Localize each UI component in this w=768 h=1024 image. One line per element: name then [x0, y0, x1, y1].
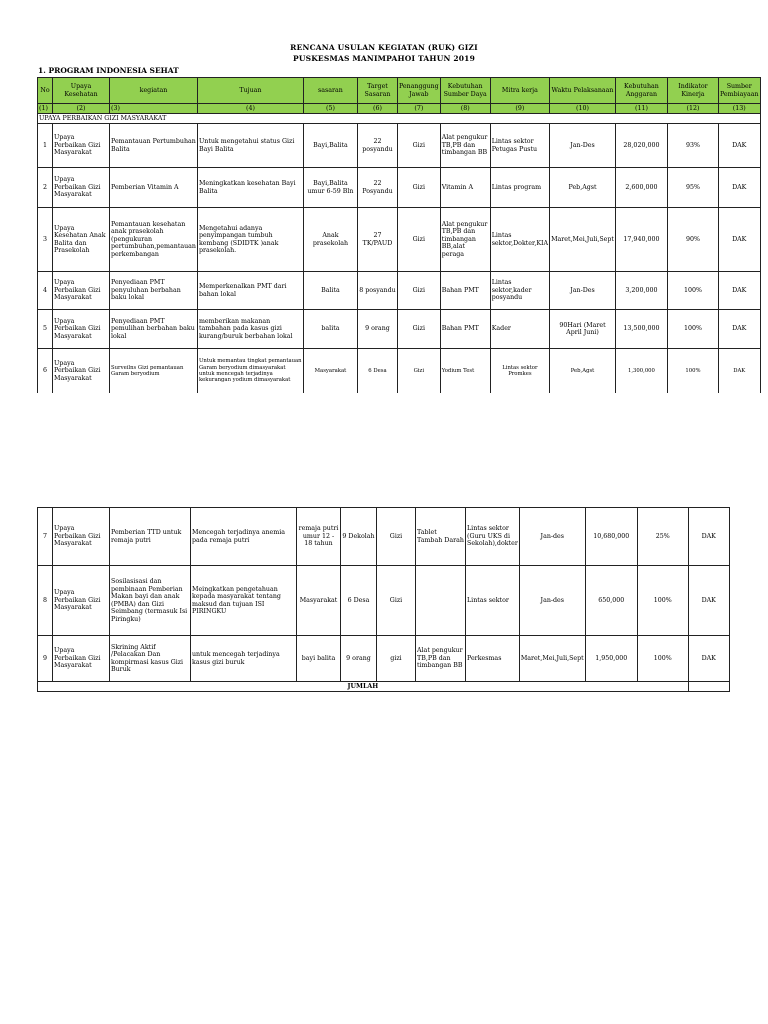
cell-sasaran: Balita	[303, 272, 357, 310]
cell-tujuan: Meningkatkan kesehatan Bayi Balita	[197, 168, 303, 208]
cell-mitra: Kader	[490, 310, 549, 349]
cell-sumber: DAK	[718, 168, 760, 208]
col-header: Kebutuhan Sumber Daya	[440, 78, 490, 104]
cell-sumber: DAK	[718, 310, 760, 349]
cell-mitra: Lintas sektor,kader posyandu	[490, 272, 549, 310]
col-header: sasaran	[303, 78, 357, 104]
cell-mitra: Lintas sektor Petugas Pustu	[490, 124, 549, 168]
cell-sumber: DAK	[688, 636, 729, 682]
document-subtitle: PUSKESMAS MANIMPAHOI TAHUN 2019	[293, 54, 475, 63]
col-number: (5)	[303, 104, 357, 114]
col-number: (1)	[38, 104, 53, 114]
col-header: Mitra kerja	[490, 78, 549, 104]
cell-target: 6 Desa	[357, 349, 397, 393]
cell-anggaran: 1,950,000	[585, 636, 637, 682]
col-number: (3)	[110, 104, 198, 114]
cell-sumber: DAK	[718, 208, 760, 272]
col-number: (4)	[197, 104, 303, 114]
col-header: Waktu Pelaksanaan	[550, 78, 616, 104]
cell-mitra: Lintas sektor Promkes	[490, 349, 549, 393]
cell-sumber: DAK	[688, 566, 729, 636]
cell-kegiatan: Pemberian Vitamin A	[110, 168, 198, 208]
cell-no: 8	[38, 566, 53, 636]
col-number: (6)	[357, 104, 397, 114]
cell-upaya: Upaya Perbaikan Gizi Masyarakat	[53, 168, 110, 208]
cell-indikator: 93%	[667, 124, 718, 168]
cell-indikator: 25%	[637, 508, 688, 566]
col-number: (2)	[53, 104, 110, 114]
cell-mitra: Lintas program	[490, 168, 549, 208]
cell-sumber-daya: Tablet Tambah Darah	[416, 508, 466, 566]
cell-no: 3	[38, 208, 53, 272]
cell-anggaran: 10,680,000	[585, 508, 637, 566]
cell-waktu: Maret,Mei,Juli,Sept	[519, 636, 585, 682]
cell-kegiatan: Pemberian TTD untuk remaja putri	[110, 508, 191, 566]
header-number-row	[38, 104, 761, 114]
cell-pj: Gizi	[397, 168, 440, 208]
table-row	[38, 124, 761, 168]
col-header: kegiatan	[110, 78, 198, 104]
cell-sumber: DAK	[718, 124, 760, 168]
cell-sumber: DAK	[718, 349, 760, 393]
cell-no: 1	[38, 124, 53, 168]
cell-kegiatan: Sosilasisasi dan pembinaan Pemberian Makan bayi dan anak (PMBA) dan Gizi Seimbang (termasuk Isi Piringku)	[110, 566, 191, 636]
cell-waktu: Peb,Agst	[550, 168, 616, 208]
cell-upaya: Upaya Perbaikan Gizi Masyarakat	[53, 124, 110, 168]
cell-sumber: DAK	[688, 508, 729, 566]
cell-kegiatan: Penyediaan PMT pemulihan berbahan baku lokal	[110, 310, 198, 349]
cell-upaya: Upaya Perbaikan Gizi Masyarakat	[53, 566, 110, 636]
cell-tujuan: Mengetahui adanya penyimpangan tumbuh kembang (SDIDTK )anak prasekolah.	[197, 208, 303, 272]
cell-tujuan: Untuk mengetahui status Gizi Bayi Balita	[197, 124, 303, 168]
total-row	[38, 682, 730, 692]
cell-anggaran: 650,000	[585, 566, 637, 636]
table-row	[38, 168, 761, 208]
cell-tujuan: memberikan makanan tambahan pada kasus gizi kurang/buruk berbahan lokal	[197, 310, 303, 349]
cell-indikator: 100%	[637, 566, 688, 636]
cell-no: 7	[38, 508, 53, 566]
cell-indikator: 100%	[667, 272, 718, 310]
cell-target: 9 Dekolah	[341, 508, 377, 566]
cell-pj: gizi	[377, 636, 416, 682]
cell-waktu: Jan-des	[519, 508, 585, 566]
cell-sumber-daya	[416, 566, 466, 636]
cell-indikator: 100%	[637, 636, 688, 682]
cell-waktu: Maret,Mei,Juli,Sept	[550, 208, 616, 272]
col-header: Kebutuhan Anggaran	[615, 78, 667, 104]
cell-sasaran: bayi balita	[297, 636, 341, 682]
col-number: (8)	[440, 104, 490, 114]
cell-indikator: 95%	[667, 168, 718, 208]
cell-tujuan: Untuk memantau tingkat pemantauan Garam beryodium dimasyarakat untuk mencegah terjadinya kekurangan yodium dimasyarakat	[197, 349, 303, 393]
cell-anggaran: 3,200,000	[615, 272, 667, 310]
cell-sumber-daya: Bahan PMT	[440, 272, 490, 310]
header-row	[38, 78, 761, 104]
cell-sasaran: Bayi,Balita	[303, 124, 357, 168]
cell-target: 22 Posyandu	[357, 168, 397, 208]
cell-upaya: Upaya Perbaikan Gizi Masyarakat	[53, 349, 110, 393]
cell-sumber-daya: Vitamin A	[440, 168, 490, 208]
cell-no: 2	[38, 168, 53, 208]
col-header: Upaya Kesehatan	[53, 78, 110, 104]
cell-anggaran: 28,020,000	[615, 124, 667, 168]
cell-kegiatan: Penyediaan PMT penyuluhan berbahan baku lokal	[110, 272, 198, 310]
cell-no: 9	[38, 636, 53, 682]
cell-no: 5	[38, 310, 53, 349]
cell-kegiatan: Skrining Aktif /Pelacakan Dan kompirmasi kasus Gizi Buruk	[110, 636, 191, 682]
col-header: Target Sasaran	[357, 78, 397, 104]
cell-anggaran: 17,940,000	[615, 208, 667, 272]
cell-sasaran: remaja putri umur 12 - 18 tahun	[297, 508, 341, 566]
col-header: Sumber Pembiayaan	[718, 78, 760, 104]
cell-pj: Gizi	[397, 124, 440, 168]
cell-upaya: Upaya Perbaikan Gizi Masyarakat	[53, 310, 110, 349]
cell-pj: Gizi	[397, 208, 440, 272]
cell-target: 27 TK/PAUD	[357, 208, 397, 272]
cell-sumber-daya: Yodium Test	[440, 349, 490, 393]
cell-indikator: 100%	[667, 349, 718, 393]
col-number: (7)	[397, 104, 440, 114]
cell-pj: Gizi	[397, 272, 440, 310]
cell-sumber-daya: Alat pengukur TB,PB dan timbangan BB,alat peraga	[440, 208, 490, 272]
ruk-table-page-1	[37, 77, 761, 393]
cell-sasaran: Masyarakat	[297, 566, 341, 636]
cell-no: 4	[38, 272, 53, 310]
cell-waktu: Peb,Agst	[550, 349, 616, 393]
col-header: Tujuan	[197, 78, 303, 104]
cell-waktu: 90Hari (Maret April Juni)	[550, 310, 616, 349]
col-number: (10)	[550, 104, 616, 114]
col-header: Penanggung Jawab	[397, 78, 440, 104]
program-heading: 1. PROGRAM INDONESIA SEHAT	[38, 66, 179, 75]
col-number: (11)	[615, 104, 667, 114]
cell-tujuan: Mencegah terjadinya anemia pada remaja putri	[191, 508, 297, 566]
cell-kegiatan: Pemantauan kesehatan anak prasekolah (pengukuran pertumbuhan,pemantauan perkembangan	[110, 208, 198, 272]
cell-tujuan: Memperkenalkan PMT dari bahan lokal	[197, 272, 303, 310]
table-row	[38, 349, 761, 393]
cell-upaya: Upaya Perbaikan Gizi Masyarakat	[53, 636, 110, 682]
col-number: (12)	[667, 104, 718, 114]
section-title: UPAYA PERBAIKAN GIZI MASYARAKAT	[38, 114, 761, 124]
cell-target: 6 Desa	[341, 566, 377, 636]
cell-pj: Gizi	[397, 310, 440, 349]
table-row	[38, 208, 761, 272]
cell-target: 9 orang	[341, 636, 377, 682]
col-number: (13)	[718, 104, 760, 114]
cell-upaya: Upaya Kesehatan Anak Balita dan Prasekolah	[53, 208, 110, 272]
cell-upaya: Upaya Perbaikan Gizi Masyarakat	[53, 508, 110, 566]
cell-mitra: Lintas sektor	[466, 566, 520, 636]
cell-waktu: Jan-Des	[550, 272, 616, 310]
document-title: RENCANA USULAN KEGIATAN (RUK) GIZI	[290, 43, 478, 52]
cell-anggaran: 2,600,000	[615, 168, 667, 208]
cell-sumber-daya: Alat pengukur TB,PB dan timbangan BB	[440, 124, 490, 168]
cell-upaya: Upaya Perbaikan Gizi Masyarakat	[53, 272, 110, 310]
cell-kegiatan: Pemantauan Pertumbuhan Balita	[110, 124, 198, 168]
cell-pj: Gizi	[377, 508, 416, 566]
cell-pj: Gizi	[397, 349, 440, 393]
cell-waktu: Jan-Des	[550, 124, 616, 168]
cell-pj: Gizi	[377, 566, 416, 636]
cell-sasaran: Bayi,Balita umur 6-59 Bln	[303, 168, 357, 208]
cell-mitra: Perkesmas	[466, 636, 520, 682]
cell-indikator: 90%	[667, 208, 718, 272]
cell-tujuan: Meingkatkan pengetahuan kepada masyarakat tentang maksud dan tujuan ISI PIRINGKU	[191, 566, 297, 636]
cell-sumber-daya: Alat pengukur TB,PB dan timbangan BB	[416, 636, 466, 682]
cell-sasaran: Masyarakat	[303, 349, 357, 393]
cell-anggaran: 13,500,000	[615, 310, 667, 349]
total-label: JUMLAH	[38, 682, 689, 692]
col-header: Indikator Kinerja	[667, 78, 718, 104]
ruk-table-page-2	[37, 507, 730, 692]
total-value	[688, 682, 729, 692]
cell-target: 8 posyandu	[357, 272, 397, 310]
cell-sumber-daya: Bahan PMT	[440, 310, 490, 349]
table-row	[38, 272, 761, 310]
cell-target: 22 posyandu	[357, 124, 397, 168]
table-row	[38, 310, 761, 349]
cell-mitra: Lintas sektor (Guru UKS di Sekolah),dokter	[466, 508, 520, 566]
col-header: No	[38, 78, 53, 104]
cell-sasaran: Anak prasekolah	[303, 208, 357, 272]
cell-waktu: Jan-des	[519, 566, 585, 636]
cell-mitra: Lintas sektor,Dokter,KIA	[490, 208, 549, 272]
table-row	[38, 508, 730, 566]
cell-tujuan: untuk mencegah terjadinya kasus gizi buruk	[191, 636, 297, 682]
cell-kegiatan: Surveilns Gizi pemantauan Garam beryodium	[110, 349, 198, 393]
cell-sasaran: balita	[303, 310, 357, 349]
cell-indikator: 100%	[667, 310, 718, 349]
cell-no: 6	[38, 349, 53, 393]
section-row	[38, 114, 761, 124]
table-row	[38, 636, 730, 682]
cell-sumber: DAK	[718, 272, 760, 310]
cell-target: 9 orang	[357, 310, 397, 349]
table-row	[38, 566, 730, 636]
col-number: (9)	[490, 104, 549, 114]
cell-anggaran: 1,300,000	[615, 349, 667, 393]
